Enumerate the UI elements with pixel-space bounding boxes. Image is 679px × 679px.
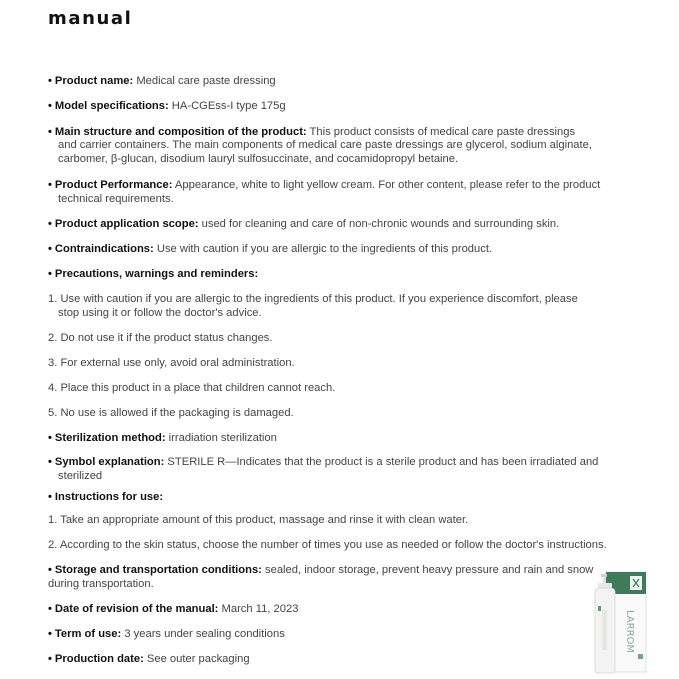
sterilization-line: [48, 432, 638, 445]
model-line: [48, 100, 638, 113]
sterilization-label: Sterilization method:: [54, 432, 166, 444]
performance-text-1: Appearance, white to light yellow cream. For other content, please refer to the product: [172, 179, 601, 191]
bullet: •: [48, 603, 52, 615]
scope-value: used for cleaning and care of non-chronic wounds and surrounding skin.: [198, 218, 560, 230]
storage-label: Storage and transportation conditions:: [54, 564, 262, 576]
storage-line-1: [48, 564, 638, 577]
precaution-item-1a: 1. Use with caution if you are allergic to the ingredients of this product. If you experience discomfort, please: [48, 293, 578, 305]
contra-value: Use with caution if you are allergic to the ingredients of this product.: [153, 243, 493, 255]
precaution-item-2: 2. Do not use it if the product status changes.: [48, 332, 273, 344]
bullet: •: [48, 179, 52, 191]
precaution-item-5: 5. No use is allowed if the packaging is damaged.: [48, 407, 294, 419]
product-name-line: [48, 75, 638, 88]
bullet: •: [48, 75, 52, 87]
bullet: •: [48, 564, 52, 576]
precaution-item-3: 3. For external use only, avoid oral administration.: [48, 357, 295, 369]
term-line: [48, 628, 588, 641]
symbol-text-1: STERILE R—Indicates that the product is a sterile product and has been irradiated and: [164, 456, 599, 468]
bullet: •: [48, 126, 52, 138]
revision-label: Date of revision of the manual:: [54, 603, 219, 615]
bullet: •: [48, 491, 52, 503]
production-line: [48, 653, 588, 666]
precautions-label: Precautions, warnings and reminders:: [54, 268, 259, 280]
instruction-item-2: 2. According to the skin status, choose the number of times you use as needed or follow the doctor's instructions.: [48, 539, 607, 551]
revision-value: March 11, 2023: [218, 603, 299, 615]
production-value: See outer packaging: [143, 653, 250, 665]
performance-line-1: [48, 179, 638, 192]
bullet: •: [48, 432, 52, 444]
bullet: •: [48, 628, 52, 640]
bullet: •: [48, 456, 52, 468]
instruction-item-1: 1. Take an appropriate amount of this product, massage and rinse it with clean water.: [48, 514, 469, 526]
contra-label: Contraindications:: [54, 243, 154, 255]
scope-label: Product application scope:: [54, 218, 199, 230]
bullet: •: [48, 218, 52, 230]
structure-text-1: This product consists of medical care paste dressings: [306, 126, 576, 138]
structure-line-3: carbomer, β-glucan, disodium lauryl sulfosuccinate, and cocamidopropyl betaine.: [58, 153, 459, 165]
product-bottle: [595, 574, 615, 673]
bullet: •: [48, 653, 52, 665]
precaution-item-1b: stop using it or follow the doctor's advice.: [58, 307, 262, 319]
bullet: •: [48, 100, 52, 112]
scope-line: [48, 218, 638, 231]
product-name-value: Medical care paste dressing: [133, 75, 276, 87]
contra-line: [48, 243, 638, 256]
symbol-line-2: sterilized: [58, 470, 103, 482]
performance-line-2: technical requirements.: [58, 193, 174, 205]
structure-line-2: and carrier containers. The main components of medical care paste dressings are glycerol, sodium alginate,: [58, 139, 592, 151]
product-name-label: Product name:: [54, 75, 134, 87]
brand-text: LARROM: [624, 610, 635, 654]
model-value: HA-CGEss-I type 175g: [168, 100, 286, 112]
model-label: Model specifications:: [54, 100, 169, 112]
structure-label: Main structure and composition of the product:: [54, 126, 307, 138]
revision-line: [48, 603, 588, 616]
instructions-label: Instructions for use:: [54, 491, 164, 503]
bullet: •: [48, 243, 52, 255]
term-value: 3 years under sealing conditions: [121, 628, 285, 640]
symbol-label: Symbol explanation:: [54, 456, 165, 468]
storage-line-2: during transportation.: [48, 578, 154, 590]
structure-line-1: [48, 126, 638, 139]
term-label: Term of use:: [54, 628, 122, 640]
product-image: [590, 570, 650, 674]
precautions-line: [48, 268, 638, 281]
bullet: •: [48, 268, 52, 280]
instructions-line: [48, 491, 638, 504]
symbol-line-1: [48, 456, 638, 469]
precaution-item-4: 4. Place this product in a place that children cannot reach.: [48, 382, 336, 394]
page-title: manual: [48, 8, 133, 29]
storage-text-1: sealed, indoor storage, prevent heavy pressure and rain and snow: [261, 564, 594, 576]
sterilization-value: irradiation sterilization: [165, 432, 277, 444]
performance-label: Product Performance:: [54, 179, 173, 191]
production-label: Production date:: [54, 653, 144, 665]
